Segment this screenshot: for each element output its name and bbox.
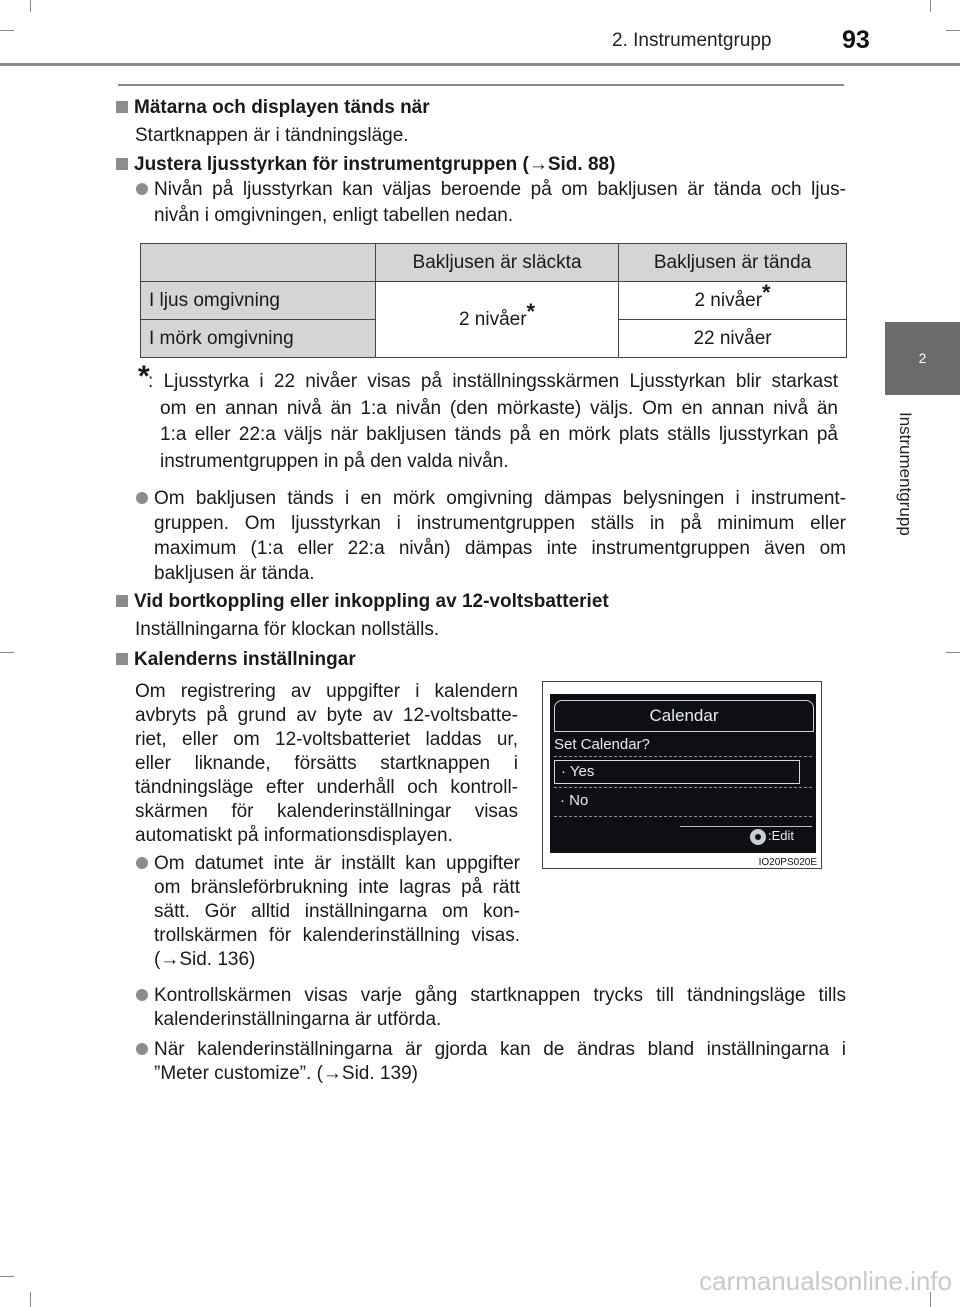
- separator: [554, 756, 812, 757]
- crop-mark: [946, 652, 960, 653]
- paragraph-line: maximum (1:a eller 22:a nivån) dämpas inte instrumentgruppen även om: [154, 538, 846, 559]
- chapter-number: 2: [918, 350, 927, 366]
- square-bullet-icon: [116, 653, 128, 665]
- crop-mark: [0, 30, 14, 31]
- square-bullet-icon: [116, 595, 128, 607]
- table-header-row: [141, 244, 847, 282]
- table-cell-merged: [376, 282, 619, 358]
- heading-matarna: [116, 95, 430, 120]
- paragraph-line: gruppen. Om ljusstyrkan i instrumentgruppen ställs in på minimum eller: [154, 513, 846, 534]
- paragraph-line: riet, eller om 12-voltsbatteriet laddas ur,: [135, 729, 518, 750]
- heading-kalender: [116, 647, 356, 672]
- figure-code: IO20PS020E: [758, 857, 817, 868]
- cell-text: 2 nivåer: [458, 308, 527, 330]
- paragraph-line: ”Meter customize”. (→Sid. 139): [154, 1063, 418, 1084]
- header-section-title: 2. Instrumentgrupp: [612, 30, 772, 51]
- paragraph-line: Nivån på ljusstyrkan kan väljas beroende på om bakljusen är tända och ljus-: [154, 179, 846, 200]
- header-rule: [0, 63, 960, 66]
- footnote-line: om en annan nivå än 1:a nivån (den mörkaste) väljs. Om en annan nivå än: [160, 398, 838, 419]
- table-col-header: Bakljusen är tända: [619, 244, 847, 282]
- paragraph-line: om bränsleförbrukning inte lagras på rätt: [154, 877, 520, 898]
- body-startknappen: Startknappen är i tändningsläge.: [135, 125, 409, 146]
- paragraph-line: När kalenderinställningarna är gjorda kan de ändras bland inställningarna i: [154, 1039, 846, 1060]
- paragraph-line: avbryts på grund av byte av 12-voltsbatte-: [135, 705, 518, 726]
- body-klockan: Inställningarna för klockan nollställs.: [135, 619, 440, 640]
- chapter-tab: [885, 322, 960, 395]
- footnote-ref: *: [762, 279, 771, 305]
- paragraph-line: tändningsläge efter underhåll och kontroll-: [135, 777, 518, 798]
- crop-mark: [0, 652, 14, 653]
- option-yes: · Yes: [554, 760, 800, 784]
- square-bullet-icon: [116, 158, 128, 170]
- crop-mark: [30, 0, 31, 12]
- screen-title: Calendar: [554, 700, 814, 732]
- round-bullet-icon: [136, 183, 148, 195]
- paragraph-line: Om datumet inte är inställt kan uppgifter: [154, 853, 520, 874]
- table-col-header: Bakljusen är släckta: [376, 244, 619, 282]
- table-row-header: I mörk omgivning: [141, 320, 376, 358]
- crop-mark: [930, 0, 931, 12]
- crop-mark: [0, 1276, 14, 1277]
- footnote-star: *: [138, 360, 150, 393]
- round-bullet-icon: [136, 492, 148, 504]
- round-bullet-icon: [136, 989, 148, 1001]
- cell-text: 2 nivåer: [694, 289, 763, 311]
- round-bullet-icon: [136, 857, 148, 869]
- paragraph-line: automatiskt på informationsdisplayen.: [135, 825, 453, 846]
- crop-mark: [30, 1292, 31, 1307]
- paragraph-line: skärmen för kalenderinställningar visas: [135, 801, 518, 822]
- heading-bortkoppling: [116, 589, 609, 614]
- crop-mark: [946, 30, 960, 31]
- table-row: [141, 282, 847, 320]
- chapter-label: Instrumentgrupp: [896, 412, 915, 536]
- calendar-screen-figure: [542, 681, 822, 869]
- paragraph-line: Om bakljusen tänds i en mörk omgivning dämpas belysningen i instrument-: [154, 488, 846, 509]
- paragraph-line: Kontrollskärmen visas varje gång startknappen trycks till tändningsläge tills: [154, 985, 846, 1006]
- paragraph-line: bakljusen är tända.: [154, 563, 315, 584]
- knob-icon: [750, 829, 766, 845]
- footnote-line: 1:a eller 22:a väljs när bakljusen tänds på en mörk plats ställs ljusstyrkan på: [160, 424, 838, 445]
- round-bullet-icon: [136, 1043, 148, 1055]
- table-corner-cell: [141, 244, 376, 282]
- table-row-header: I ljus omgivning: [141, 282, 376, 320]
- square-bullet-icon: [116, 101, 128, 113]
- watermark: carmanualsonline.info: [699, 1266, 952, 1296]
- separator: [554, 787, 812, 788]
- paragraph-line: (→Sid. 136): [154, 949, 256, 970]
- paragraph-line: Om registrering av uppgifter i kalendern: [135, 681, 518, 702]
- heading-text: Vid bortkoppling eller inkoppling av 12-voltsbatteriet: [134, 591, 609, 612]
- paragraph-line: nivån i omgivningen, enligt tabellen nedan.: [154, 205, 514, 226]
- heading-text: Justera ljusstyrkan för instrumentgruppen (→Sid. 88): [134, 154, 616, 175]
- page-number: 93: [842, 26, 870, 54]
- paragraph-line: kalenderinställningarna är utförda.: [154, 1009, 442, 1030]
- heading-justera: [116, 152, 615, 177]
- paragraph-line: sätt. Gör alltid inställningarna om kon-: [154, 901, 520, 922]
- display-screen: [550, 694, 816, 853]
- heading-text: Mätarna och displayen tänds när: [134, 97, 430, 118]
- paragraph-line: trollskärmen för kalenderinställning visas.: [154, 925, 520, 946]
- footnote-line: : Ljusstyrka i 22 nivåer visas på inställningsskärmen Ljusstyrkan blir starkast: [148, 371, 838, 392]
- footnote-ref: *: [526, 298, 536, 324]
- footnote-line: instrumentgruppen in på den valda nivån.: [160, 451, 509, 472]
- option-no: · No: [560, 792, 589, 809]
- content-top-rule: [118, 84, 844, 86]
- heading-text: Kalenderns inställningar: [134, 649, 356, 670]
- separator: [554, 816, 812, 817]
- screen-question: Set Calendar?: [554, 736, 650, 753]
- table-cell: [619, 279, 847, 320]
- paragraph-line: eller liknande, försätts startknappen i: [135, 753, 518, 774]
- brightness-table: [140, 243, 847, 358]
- edit-label: :Edit: [768, 828, 795, 843]
- table-cell: 22 nivåer: [619, 320, 847, 358]
